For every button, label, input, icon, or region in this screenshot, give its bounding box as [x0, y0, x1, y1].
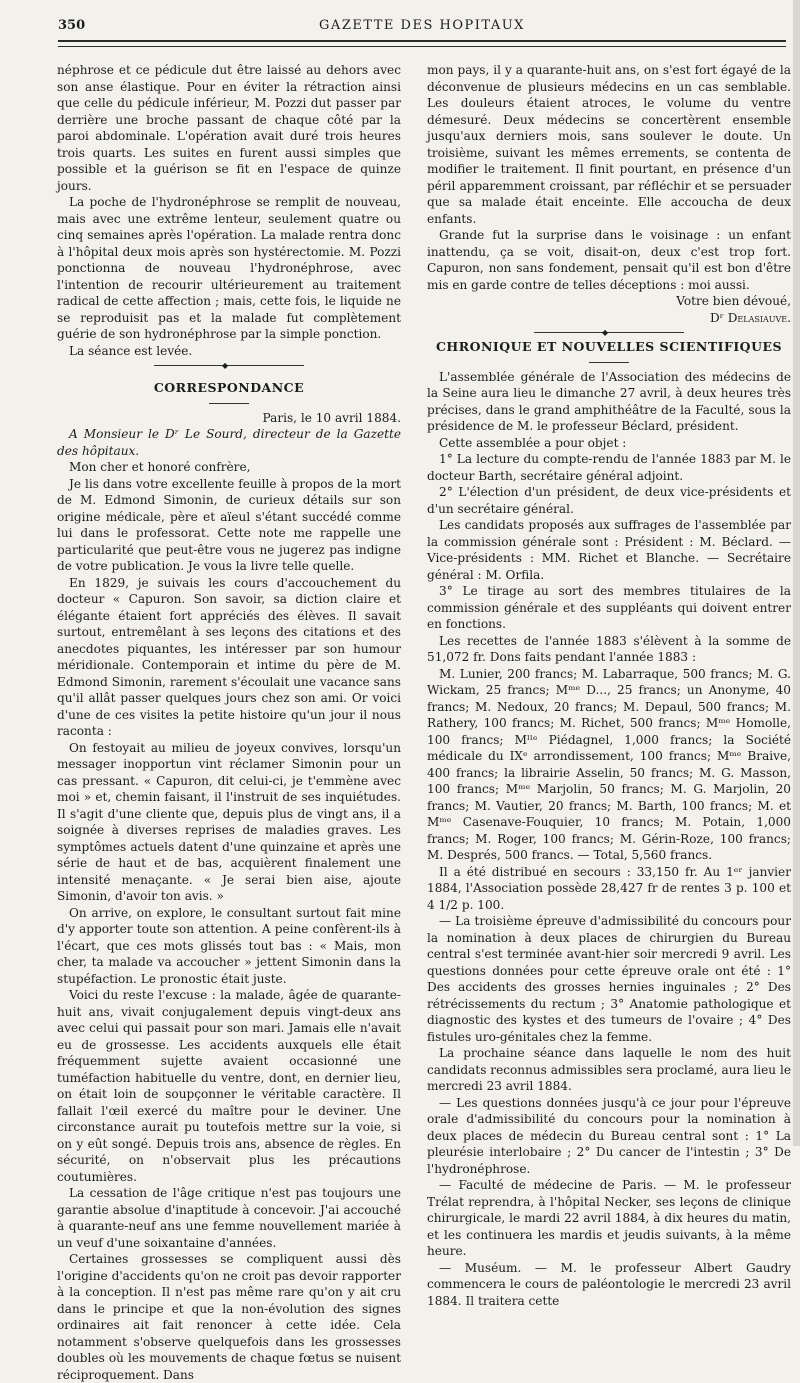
section-heading-chronique: CHRONIQUE ET NOUVELLES SCIENTIFIQUES: [435, 339, 783, 354]
page-number: 350: [58, 18, 86, 33]
paragraph: En 1829, je suivais les cours d'accouchement du docteur « Capuron. Son savoir, sa diction claire et élégante étaient fort appréciés des élèves. Il savait surtout, entremêlant à ses leçons des citations et des anecdotes piquantes, les intéresser par son humour méridionale. Contemporain et intime du père de M. Edmond Simonin, rarement s'écoulait une vacance sans qu'il allât passer quelques jours chez son ami. Or voici d'une de ces visites la petite histoire qu'un jour il nous raconta :: [57, 575, 401, 738]
paragraph: Voici du reste l'excuse : la malade, âgée de quarante-huit ans, vivait conjugalement depuis vingt-deux ans avec celui qui passait pour son mari. Jamais elle n'avait eu de grossesse. Les accidents auxquels elle était fréquemment sujette avaient occasionné une tuméfaction habituelle du ventre, dont, en dernier lieu, on était loin de soupçonner le véritable caractère. Il fallait l'œil exercé du maître pour le deviner. Une circonstance aurait pu toutefois mettre sur la voie, si on y eût songé. Depuis trois ans, absence de règles. En sécurité, on n'observait plus les précautions coutumières.: [57, 988, 401, 1184]
section-separator: [154, 365, 304, 366]
paragraph: Cette assemblée a pour objet :: [439, 435, 627, 450]
paragraph: 3° Le tirage au sort des membres titulaires de la commission générale et des suppléants qui doivent entrer en fonctions.: [427, 584, 791, 631]
header-rule-thin: [58, 46, 786, 47]
paragraph: L'assemblée générale de l'Association des médecins de la Seine aura lieu le dimanche 27 avril, à deux heures très précises, dans le grand amphithéâtre de la Faculté, sous la présidence de M. le professeur Béclard, président.: [427, 369, 791, 433]
page-header: [58, 18, 786, 40]
section-separator: [534, 332, 684, 333]
paragraph: La prochaine séance dans laquelle le nom des huit candidats reconnus admissibles sera proclamé, aura lieu le mercredi 23 avril 1884.: [427, 1046, 791, 1093]
paragraph: Il a été distribué en secours : 33,150 fr. Au 1ᵉʳ janvier 1884, l'Association possède 28,427 fr de rentes 3 p. 100 et 4 1/2 p. 100.: [427, 864, 791, 912]
right-column: [427, 62, 791, 1309]
paragraph: Je lis dans votre excellente feuille à propos de la mort de M. Edmond Simonin, de curieux détails sur son origine médicale, père et aïeul s'étant succédé comme lui dans le professorat. Cette note me rappelle une particularité que peut-être vous ne jugerez pas indigne de votre publication. Je vous la livre telle quelle.: [57, 476, 401, 573]
heading-rule: [589, 362, 629, 363]
letter-greeting: Mon cher et honoré confrère,: [69, 460, 251, 474]
paragraph: — Les questions données jusqu'à ce jour pour l'épreuve orale d'admissibilité du concours pour la nomination à deux places de médecin du Bureau central sont : 1° La pleurésie interlobaire ; 2° Du cancer de l'intestin ; 3° De l'hydronéphrose.: [427, 1095, 791, 1176]
paragraph: néphrose et ce pédicule dut être laissé au dehors avec son anse élastique. Pour en éviter la rétraction ainsi que celle du pédicule inférieur, M. Pozzi dut passer par derrière une broche passant de chaque côté par la paroi abdominale. L'opération avait duré trois heures trois quarts. Les suites en furent aussi simples que possible et la guérison se fit en l'espace de quinze jours.: [57, 63, 401, 193]
paragraph: On festoyait au milieu de joyeux convives, lorsqu'un messager inopportun vint réclamer Simonin pour un cas pressant. « Capuron, dit celui-ci, je t'emmène avec moi » et, chemin faisant, il l'instruit de ses inquiétudes. Il s'agit d'une cliente que, depuis plus de vingt ans, il a soignée à diverses reprises de maladies graves. Les symptômes actuels datent d'une quinzaine et après une série de haut et de bas, acquièrent finalement une intensité menaçante. « Je serai bien aise, ajoute Simonin, d'avoir ton avis. »: [57, 740, 401, 903]
section-heading-correspondance: CORRESPONDANCE: [153, 380, 305, 395]
heading-rule: [209, 403, 249, 404]
header-rule-thick: [58, 40, 786, 42]
paragraph: La séance est levée.: [69, 343, 193, 358]
paragraph: Grande fut la surprise dans le voisinage : un enfant inattendu, ça se voit, disait-on, deux c'est trop fort. Capuron, non sans fondement, pensait qu'il est bon d'être mis en garde contre de telles déceptions : moi aussi.: [427, 228, 791, 292]
paragraph: La poche de l'hydronéphrose se remplit de nouveau, mais avec une extrême lenteur, seulement quatre ou cinq semaines après l'opération. La malade rentra donc à l'hôpital deux mois après son hystérectomie. M. Pozzi ponctionna de nouveau l'hydronéphrose, avec l'intention de recourir ultérieurement au traitement radical de cette affection ; mais, cette fois, le liquide ne se reproduisit pas et la malade fut complètement guérie de son hydronéphrose par la simple ponction.: [57, 195, 401, 341]
paragraph: mon pays, il y a quarante-huit ans, on s'est fort égayé de la déconvenue de plusieurs médecins en un cas semblable. Les douleurs étaient atroces, le volume du ventre démesuré. Deux médecins se concertèrent ensemble jusqu'aux derniers mois, sans soulever le doute. Un troisième, suivant les mêmes errements, se contenta de modifier le traitement. Il finit pourtant, en présence d'un péril apparemment croissant, par réfléchir et se persuader que sa malade était enceinte. Elle accoucha de deux enfants.: [427, 63, 791, 226]
paragraph: — Faculté de médecine de Paris. — M. le professeur Trélat reprendra, à l'hôpital Necker, ses leçons de clinique chirurgicale, le mardi 22 avril 1884, à dix heures du matin, et les continuera les mardis et jeudis suivants, à la même heure.: [427, 1178, 791, 1258]
letter-closing: Votre bien dévoué,: [676, 294, 791, 308]
paragraph: Certaines grossesses se compliquent aussi dès l'origine d'accidents qu'on ne croit pas devoir rapporter à la conception. Il n'est pas même rare qu'on y ait cru dans le principe et que la non-évolution des signes ordinaires ait fait renoncer à cette idée. Cela notamment s'observe quelquefois dans les grossesses doubles où les mouvements de chaque fœtus se nuisent réciproquement. Dans: [57, 1252, 401, 1382]
paragraph: 1° La lecture du compte-rendu de l'année 1883 par M. le docteur Barth, secrétaire général adjoint.: [427, 452, 791, 483]
page-edge: [793, 0, 800, 1146]
letter-address: A Monsieur le Dʳ Le Sourd, directeur de la Gazette des hôpitaux.: [57, 427, 401, 458]
dateline: Paris, le 10 avril 1884.: [262, 410, 401, 425]
paragraph: Les recettes de l'année 1883 s'élèvent à la somme de 51,072 fr. Dons faits pendant l'année 1883 :: [427, 633, 791, 664]
paragraph: — Muséum. — M. le professeur Albert Gaudry commencera le cours de paléontologie le mercredi 23 avril 1884. Il traitera cette: [427, 1260, 791, 1308]
paragraph: — La troisième épreuve d'admissibilité du concours pour la nomination à deux places de chirurgien du Bureau central s'est terminée avant-hier soir mercredi 9 avril. Les questions données pour cette épreuve orale ont été : 1° Des accidents des grosses hernies inguinales ; 2° Des rétrécissements du rectum ; 3° Anatomie pathologique et diagnostic des kystes et des tumeurs de l'ovaire ; 4° Des fistules uro-génitales chez la femme.: [427, 914, 791, 1044]
paragraph: Les candidats proposés aux suffrages de l'assemblée par la commission générale sont : Président : M. Béclard. — Vice-présidents : MM. Richet et Blanche. — Secrétaire général : M. Orfila.: [427, 518, 791, 582]
left-column: [57, 62, 401, 1383]
paragraph: La cessation de l'âge critique n'est pas toujours une garantie absolue d'inaptitude à concevoir. J'ai accouché à quarante-neuf ans une femme nouvellement mariée à un veuf d'une soixantaine d'années.: [57, 1186, 401, 1250]
paragraph: On arrive, on explore, le consultant surtout fait mine d'y apporter toute son attention. A peine confèrent-ils à l'écart, que ces mots glissés tout bas : « Mais, mon cher, ta malade va accoucher » jettent Simonin dans la stupéfaction. Le pronostic était juste.: [57, 905, 401, 986]
paragraph: M. Lunier, 200 francs; M. Labarraque, 500 francs; M. G. Wickam, 25 francs; Mᵐᵉ D..., 25 francs; un Anonyme, 40 francs; M. Nedoux, 20 francs; M. Depaul, 500 francs; M. Rathery, 100 francs; M. Richet, 500 francs; Mᵐᵉ Homolle, 100 francs; Mˡˡᵉ Piédagnel, 1,000 francs; la Société médicale du IXᵉ arrondissement, 100 francs; Mᵐᵉ Braive, 400 francs; la librairie Asselin, 50 francs; M. G. Masson, 100 francs; Mᵐᵉ Marjolin, 50 francs; M. G. Marjolin, 20 francs; M. Vautier, 20 francs; M. Barth, 100 francs; M. et Mᵐᵉ Casenave-Fouquier, 10 francs; M. Potain, 1,000 francs; M. Roger, 100 francs; M. Gérin-Roze, 100 francs; M. Després, 500 francs. — Total, 5,560 francs.: [427, 666, 791, 862]
letter-signature: Dʳ Delasiauve.: [710, 310, 791, 325]
paragraph: 2° L'élection d'un président, de deux vice-présidents et d'un secrétaire général.: [427, 485, 791, 516]
running-title: GAZETTE DES HOPITAUX: [319, 18, 525, 33]
